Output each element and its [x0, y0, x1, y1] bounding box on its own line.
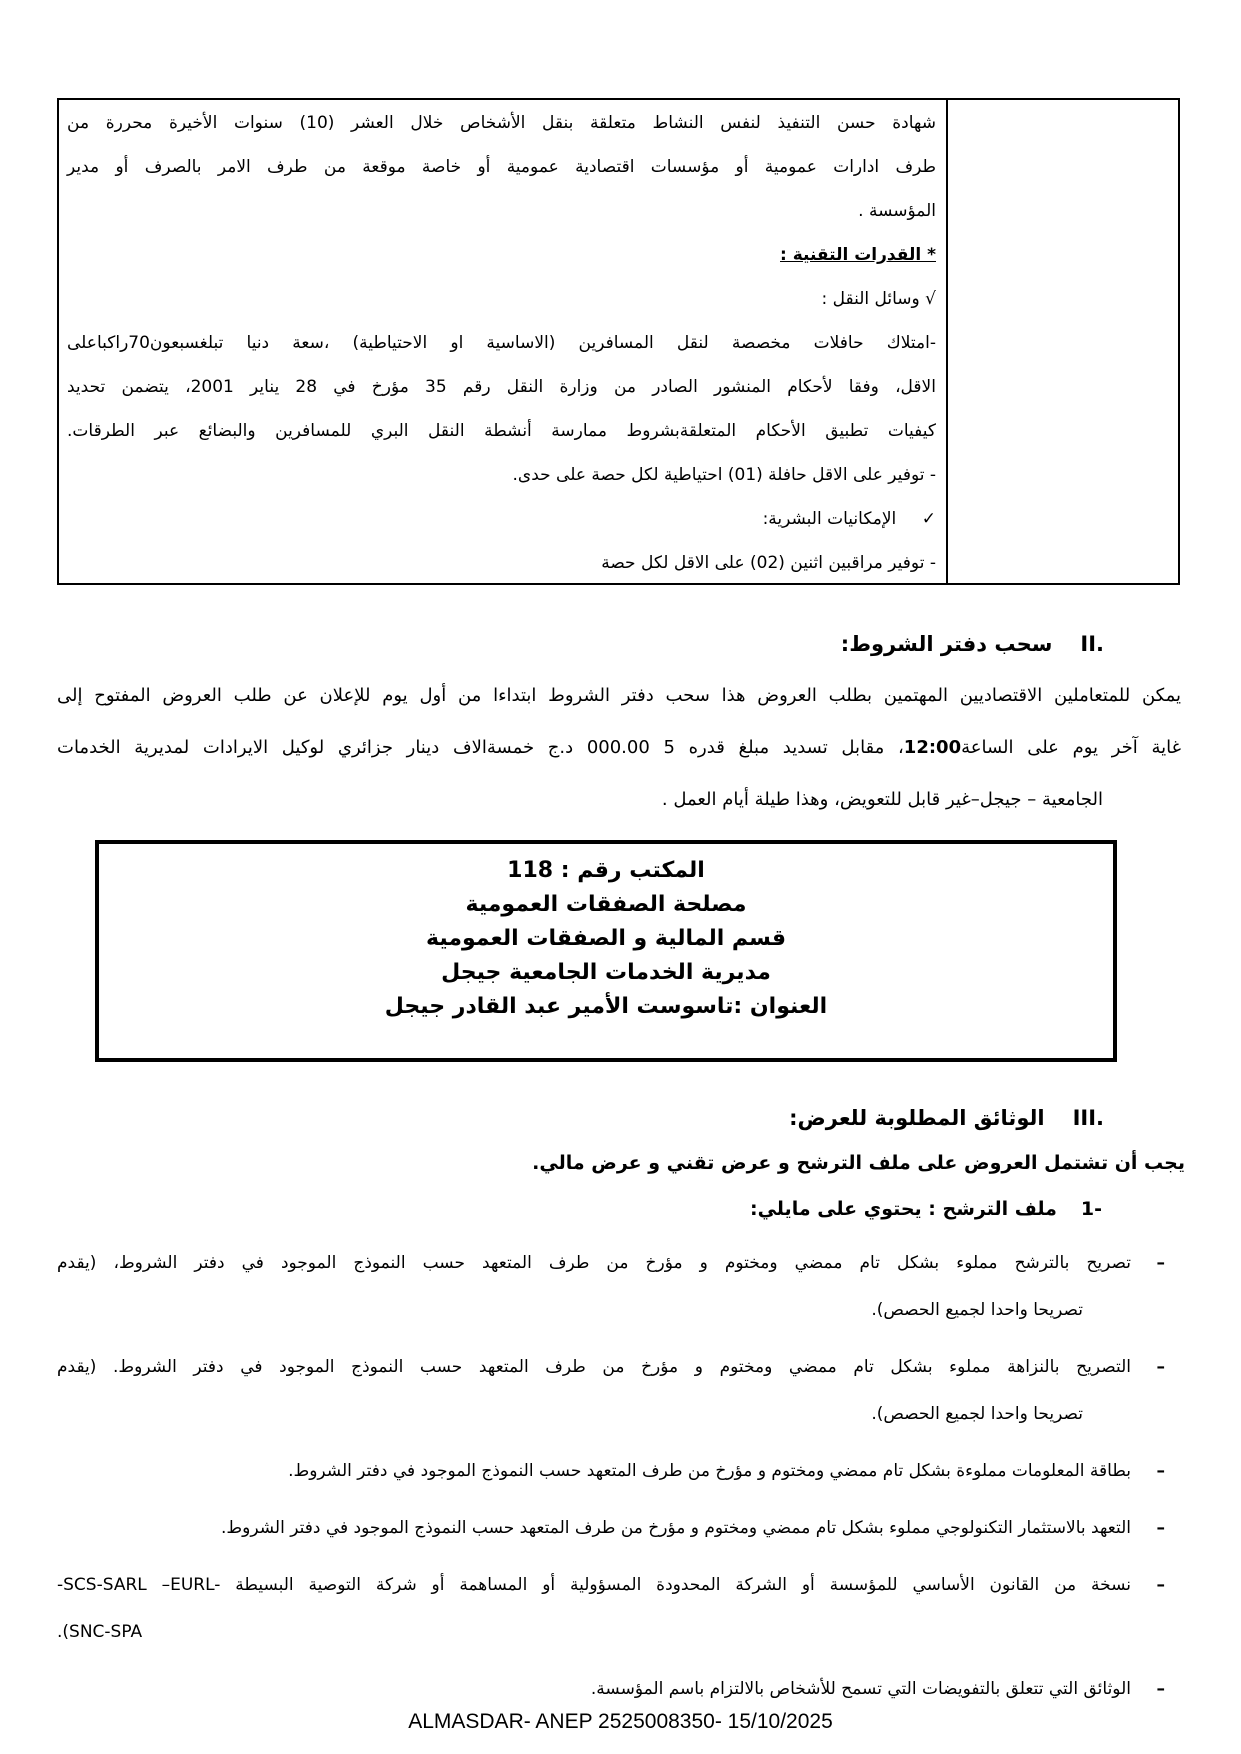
section-2-title: سحب دفتر الشروط:: [840, 632, 1053, 656]
office-service-line: مصلحة الصفقات العمومية: [465, 892, 747, 917]
table-line: الاقل، وفقا لأحكام المنشور الصادر من وزارة النقل رقم 35 مؤرخ في 28 يناير 2001، يتضمن تحديد: [67, 377, 936, 397]
requirements-cell: [63, 101, 940, 582]
dash-marker: –: [1156, 1461, 1165, 1481]
list-item: [57, 1448, 1181, 1495]
list-item-text: تصريحا واحدا لجميع الحصص).: [871, 1300, 1083, 1320]
table-line: كيفيات تطبيق الأحكام المتعلقةبشروط ممارسة أنشطة النقل البري للمسافرين والبضائع عبر الطرقات.: [67, 421, 936, 441]
list-1-number: ‎1-‎: [1080, 1198, 1102, 1220]
office-directorate-line: مديرية الخدمات الجامعية جيجل: [441, 960, 771, 985]
paragraph-text: ، مقابل تسديد مبلغ قدره 5 000.00 د.ج خمسةالاف دينار جزائري لوكيل الايرادات لمديرية الخدمات: [57, 737, 904, 758]
list-item: [57, 1505, 1181, 1552]
dash-marker: –: [1156, 1518, 1165, 1538]
office-number-line: المكتب رقم : 118: [507, 858, 705, 883]
table-column-divider: [946, 100, 948, 583]
section-3-title: الوثائق المطلوبة للعرض:: [789, 1106, 1045, 1130]
section-2-heading: [841, 632, 1104, 656]
dash-marker: –: [1156, 1357, 1165, 1377]
list-item-text: التصريح بالنزاهة مملوء بشكل تام ممضي ومختوم و مؤرخ من طرف المتعهد حسب النموذج الموجود في دفتر الشروط. (يقدم: [57, 1357, 1131, 1377]
transport-means-label: √ وسائل النقل :: [821, 289, 936, 309]
dash-marker: –: [1156, 1253, 1165, 1273]
list-item-text-latin: .(SNC-SPA: [57, 1622, 143, 1642]
list-1-title: ملف الترشح : يحتوي على مايلي:: [749, 1198, 1057, 1220]
section-2-paragraph: [57, 670, 1181, 826]
table-line: طرف ادارات عمومية أو مؤسسات اقتصادية عمومية أو خاصة موقعة من طرف الامر بالصرف أو مدير: [67, 157, 936, 177]
list-item-text: تصريح بالترشح مملوء بشكل تام ممضي ومختوم و مؤرخ من طرف المتعهد حسب النموذج الموجود في دفتر الشروط، (يقدم: [57, 1253, 1131, 1273]
list-item-text: التعهد بالاستثمار التكنولوجي مملوء بشكل تام ممضي ومختوم و مؤرخ من طرف المتعهد حسب النموذج الموجود في دفتر الشروط.: [221, 1518, 1131, 1538]
list-item-text: الوثائق التي تتعلق بالتفويضات التي تسمح للأشخاص بالالتزام باسم المؤسسة.: [590, 1679, 1131, 1699]
list-item-text: نسخة من القانون الأساسي للمؤسسة أو الشركة المحدودة المسؤولية أو المساهمة أو شركة التوصية البسيطة ‎-SCS-SARL –EURL-‎: [57, 1575, 1131, 1595]
list-item: [57, 1562, 1181, 1656]
paragraph-line: يمكن للمتعاملين الاقتصاديين المهتمين بطلب العروض هذا سحب دفتر الشروط ابتداءا من أول يوم للإعلان عن طلب العروض المفتوح إلى: [57, 685, 1181, 706]
dash-marker: –: [1156, 1679, 1165, 1699]
office-department-line: قسم المالية و الصفقات العمومية: [426, 926, 786, 951]
technical-capacities-label: * القدرات التقنية :: [780, 245, 936, 265]
paragraph-text: غاية آخر يوم على الساعة: [961, 737, 1181, 758]
requirements-table: [57, 98, 1180, 585]
table-line: - توفير مراقبين اثنين (02) على الاقل لكل حصة: [601, 553, 936, 573]
candidacy-file-heading: [750, 1198, 1102, 1220]
required-documents-list: [57, 1240, 1181, 1723]
offers-requirement-line: يجب أن تشتمل العروض على ملف الترشح و عرض تقني و عرض مالي.: [532, 1152, 1185, 1174]
deadline-time: 12:00: [903, 737, 962, 758]
paragraph-line: الجامعية – جيجل–غير قابل للتعويض، وهذا طيلة أيام العمل .: [661, 789, 1103, 810]
list-item-text: تصريحا واحدا لجميع الحصص).: [871, 1404, 1083, 1424]
table-line: -امتلاك حافلات مخصصة لنقل المسافرين (الاساسية او الاحتياطية) ،سعة دنيا تبلغسبعون70راكباعلى: [67, 333, 936, 353]
list-item: [57, 1666, 1181, 1713]
list-item: [57, 1240, 1181, 1334]
anep-footer: ALMASDAR- ANEP 2525008350- 15/10/2025: [408, 1710, 833, 1733]
office-address-line: العنوان :تاسوست الأمير عبد القادر جيجل: [384, 994, 828, 1019]
section-3-number: ‎III.‎: [1072, 1106, 1104, 1130]
table-line: المؤسسة .: [858, 201, 936, 221]
list-item-text: بطاقة المعلومات مملوءة بشكل تام ممضي ومختوم و مؤرخ من طرف المتعهد حسب النموذج الموجود في دفتر الشروط.: [288, 1461, 1131, 1481]
dash-marker: –: [1156, 1575, 1165, 1595]
table-line: شهادة حسن التنفيذ لنفس النشاط متعلقة بنقل الأشخاص خلال العشر (10) سنوات الأخيرة محررة من: [67, 113, 936, 133]
list-item: [57, 1344, 1181, 1438]
human-resources-label: ✓ الإمكانيات البشرية:: [762, 509, 936, 529]
section-2-number: ‎II.‎: [1080, 632, 1104, 656]
section-3-heading: [789, 1106, 1104, 1130]
table-line: - توفير على الاقل حافلة (01) احتياطية لكل حصة على حدى.: [512, 465, 936, 485]
office-address-box: [95, 840, 1117, 1062]
paragraph-line: [57, 722, 1181, 774]
